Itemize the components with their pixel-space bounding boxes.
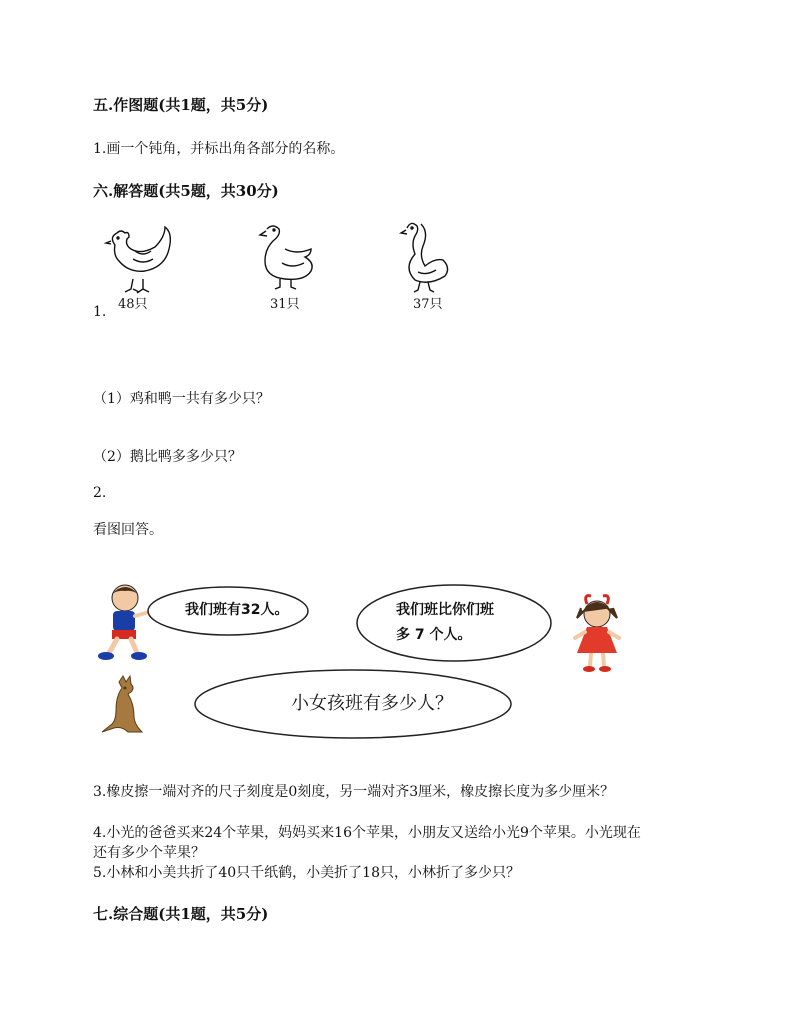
question-6-2-prompt: 看图回答。 — [93, 522, 163, 538]
kangaroo-speech-text: 小女孩班有多少人？ — [291, 693, 453, 714]
question-6-4-line1: 4.小光的爸爸买来24个苹果，妈妈买来16个苹果，小朋友又送给小光9个苹果。小光现在 — [93, 825, 641, 841]
section-6-title: 六.解答题(共5题，共30分) — [93, 182, 279, 200]
hen-count: 48只 — [118, 297, 148, 312]
boy-icon — [98, 585, 149, 660]
question-6-1-number: 1. — [93, 304, 107, 320]
animals-figure — [100, 218, 460, 318]
section-5-title: 五.作图题(共1题，共5分) — [93, 96, 269, 114]
girl-speech-bubble — [357, 585, 551, 661]
section-7-title: 七.综合题(共1题，共5分) — [93, 905, 269, 923]
girl-speech-line2: 多 7 个人。 — [396, 627, 472, 643]
boy-speech-text: 我们班有32人。 — [185, 602, 289, 618]
question-6-2-number: 2. — [93, 485, 107, 501]
girl-speech-line1: 我们班比你们班 — [396, 602, 494, 618]
girl-icon — [575, 596, 619, 672]
duck-icon — [260, 226, 312, 289]
q2-illustration — [95, 578, 645, 748]
kangaroo-icon — [102, 676, 142, 732]
duck-count: 31只 — [270, 297, 300, 312]
question-6-1-sub1: （1）鸡和鸭一共有多少只？ — [93, 391, 270, 407]
goose-count: 37只 — [413, 297, 443, 312]
hen-icon — [106, 227, 170, 293]
goose-icon — [401, 223, 448, 292]
question-6-5: 5.小林和小美共折了40只千纸鹤，小美折了18只，小林折了多少只？ — [93, 865, 520, 881]
question-6-4-line2: 还有多少个苹果？ — [93, 845, 205, 861]
question-6-3: 3.橡皮擦一端对齐的尺子刻度是0刻度，另一端对齐3厘米，橡皮擦长度为多少厘米？ — [93, 784, 615, 800]
question-6-1-sub2: （2）鹅比鸭多多少只？ — [93, 449, 242, 465]
question-5-1: 1.画一个钝角，并标出角各部分的名称。 — [93, 141, 345, 157]
